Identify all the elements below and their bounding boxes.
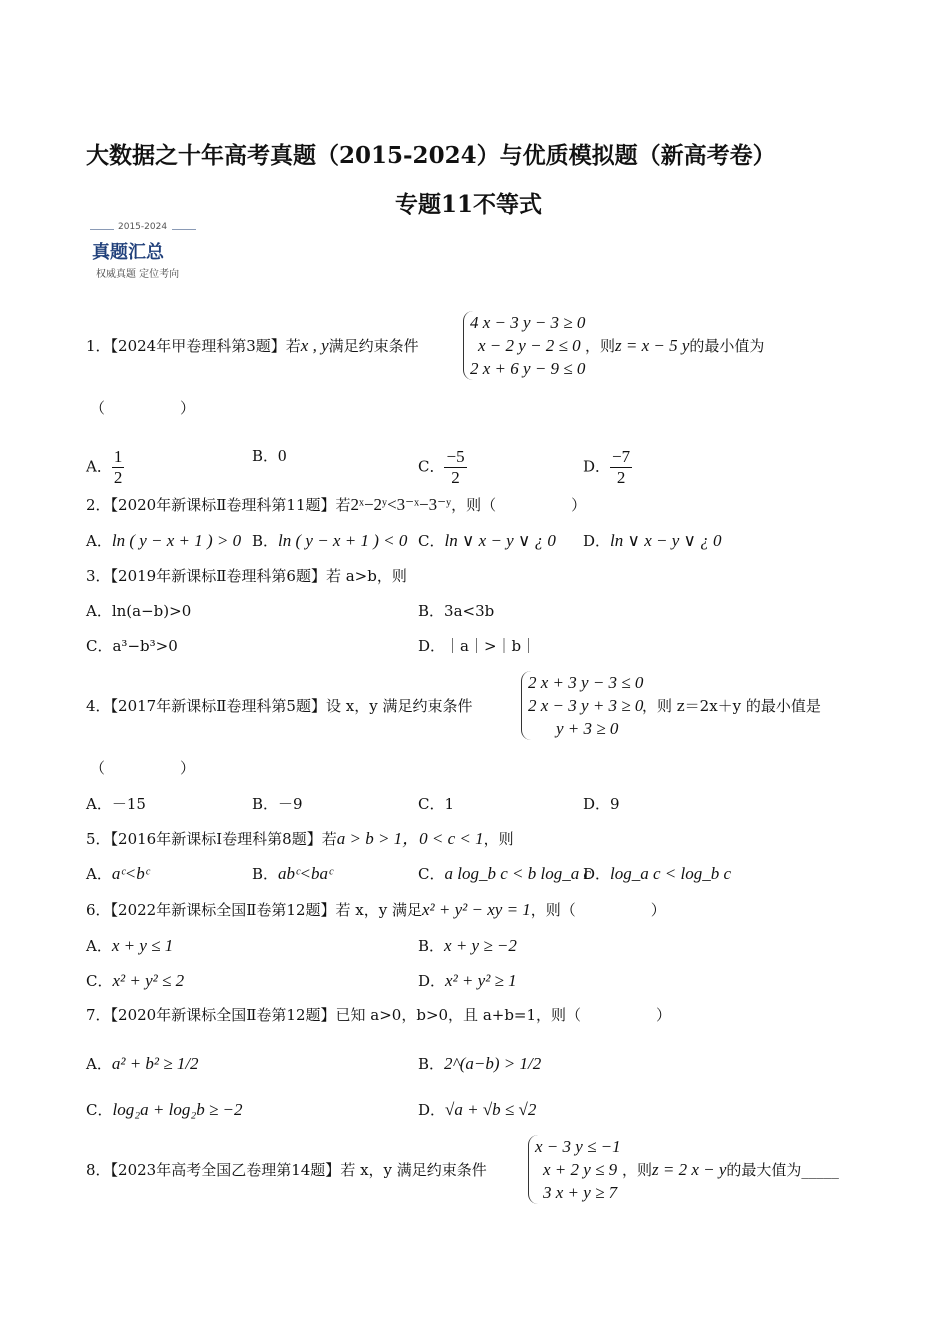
q7-option-a[interactable]: A．a² + b² ≥ 1/2 [86,1054,199,1073]
q6-option-d[interactable]: D．x² + y² ≥ 1 [418,971,517,990]
q4-source: 【2017年新课标Ⅱ卷理科第5题】 [110,697,326,715]
q7-option-b[interactable]: B．2^(a−b) > 1/2 [418,1054,542,1073]
q2-option-b[interactable]: B．ln ( y − x + 1 ) < 0 [252,531,408,550]
q8-constraint-system: x − 3 y ≤ −1 x + 2 y ≤ 9 3 x + y ≥ 7 [528,1135,621,1204]
q5-option-c[interactable]: C．a log_b c < b log_a c [418,864,591,883]
q3-option-b[interactable]: B．3a<3b [418,602,495,620]
q4-option-d[interactable]: D．9 [583,795,620,813]
title-line-2: 专题11不等式 [395,191,543,218]
q8-objective: z = 2 x − y [652,1160,727,1179]
q5-option-b[interactable]: B．abᶜ<baᶜ [252,864,333,883]
q4-option-b[interactable]: B．－9 [252,795,303,813]
q3-source: 【2019年新课标Ⅱ卷理科第6题】 [110,567,326,585]
q3-option-d[interactable]: D．｜a｜>｜b｜ [418,637,537,655]
q5-option-d[interactable]: D．log_a c < log_b c [583,864,732,883]
q5-option-a[interactable]: A．aᶜ<bᶜ [86,864,150,883]
q6-number: 6． [86,901,111,919]
badge-years: 2015-2024 [118,222,168,232]
q2-option-a[interactable]: A．ln ( y − x + 1 ) > 0 [86,531,242,550]
q6-equation: x² + y² − xy = 1 [422,900,531,919]
q1-option-c[interactable]: C． $\frac{-5}{2}$ [418,447,465,487]
q1-objective: z = x − 5 y [615,336,690,355]
q4-paren: （ ） [90,759,196,777]
q5-source: 【2016年新课标Ⅰ卷理科第8题】 [110,830,322,848]
q6-option-b[interactable]: B．x + y ≥ −2 [418,936,517,955]
badge-subtitle: 权威真题 定位考向 [96,269,180,280]
q3-number: 3． [86,567,111,585]
q7-option-d[interactable]: D．√a + √b ≤ √2 [418,1100,537,1119]
q4-constraint-system: 2 x + 3 y − 3 ≤ 0 2 x − 3 y + 3 ≥ 0 y + 3 ≥ 0 [521,671,643,740]
q2-option-c[interactable]: C．ln ∨ x − y ∨ ¿ 0 [418,531,556,550]
q4-number: 4． [86,697,111,715]
q6-source: 【2022年新课标全国Ⅱ卷第12题】 [110,901,336,919]
q3-option-a[interactable]: A．ln(a−b)>0 [86,602,192,620]
q1-paren: （ ） [90,399,196,417]
q1-option-b[interactable]: B．0 [252,446,287,465]
q7-option-c[interactable]: C．log₂a + log₂b ≥ −2 [86,1100,243,1119]
q2-number: 2． [86,496,111,514]
q8-source: 【2023年高考全国乙卷理第14题】 [110,1161,341,1179]
q3-option-c[interactable]: C．a³−b³>0 [86,637,178,655]
q6-option-a[interactable]: A．x + y ≤ 1 [86,936,174,955]
q6-option-c[interactable]: C．x² + y² ≤ 2 [86,971,185,990]
q1-constraint-system: 4 x − 3 y − 3 ≥ 0 x − 2 y − 2 ≤ 0 2 x + 6 y − 9 ≤ 0 [463,311,585,380]
q7-source: 【2020年新课标全国Ⅱ卷第12题】 [110,1006,336,1024]
q2-source: 【2020年新课标Ⅱ卷理科第11题】 [110,496,336,514]
q1-option-d[interactable]: D． $\frac{-7}{2}$ [583,447,631,487]
q8-number: 8． [86,1161,111,1179]
q1-number: 1． [86,337,111,355]
q5-number: 5． [86,830,111,848]
q2-expr: 2ˣ−2ʸ<3⁻ˣ−3⁻ʸ [350,495,452,514]
q1-vars: x , y [300,336,329,355]
title-line-1: 大数据之十年高考真题（2015-2024）与优质模拟题（新高考卷） [86,142,776,169]
q7-number: 7． [86,1006,111,1024]
q1-source: 【2024年甲卷理科第3题】 [110,337,286,355]
q2-option-d[interactable]: D．ln ∨ x − y ∨ ¿ 0 [583,531,722,550]
badge-heading: 真题汇总 [92,242,164,263]
q5-condition: a > b > 1，0 < c < 1 [336,829,484,848]
q4-option-c[interactable]: C．1 [418,795,455,813]
q4-option-a[interactable]: A．－15 [86,795,146,813]
q1-option-a[interactable]: A． $\frac{1}{2}$ [86,447,123,487]
